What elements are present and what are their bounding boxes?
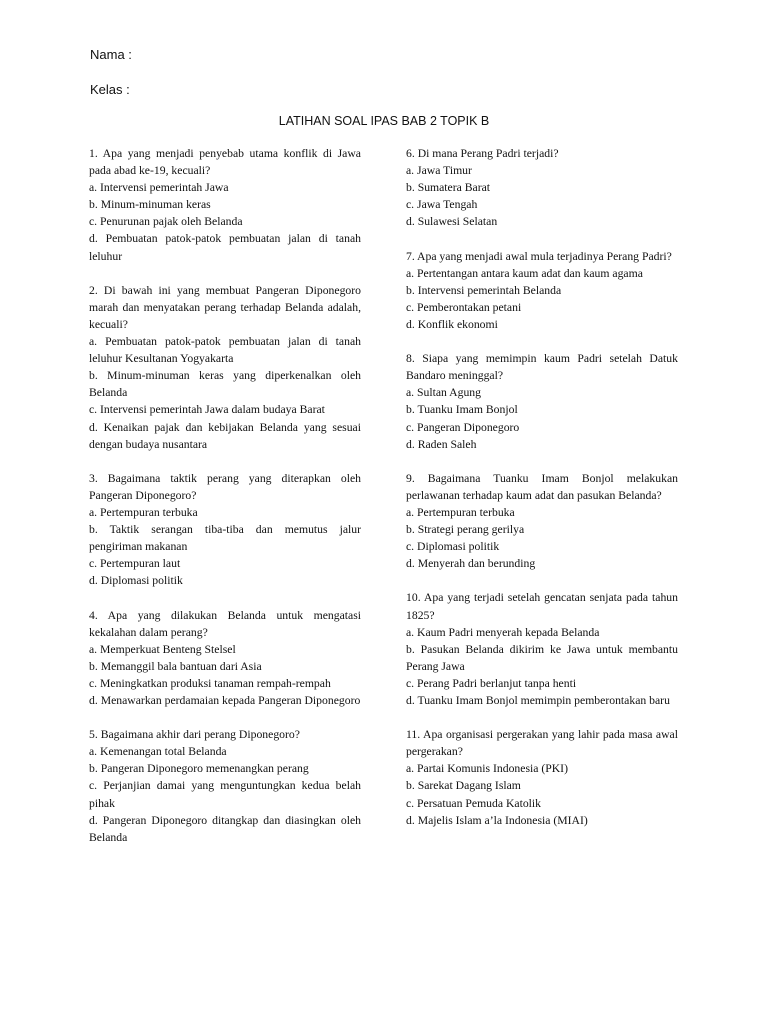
question-4 [89, 607, 361, 710]
option-c: c. Diplomasi politik [406, 540, 500, 554]
kelas-field: Kelas : [90, 82, 130, 97]
option-c: c. Pangeran Diponegoro [406, 420, 520, 434]
option-d: d. Diplomasi politik [89, 574, 183, 588]
question-text: 7. Apa yang menjadi awal mula terjadinya Perang Padri? [406, 249, 672, 263]
option-c: c. Perang Padri berlanjut tanpa henti [406, 676, 577, 690]
option-b: b. Strategi perang gerilya [406, 523, 525, 537]
option-b: b. Taktik serangan tiba-tiba dan memutus jalur pengiriman makanan [89, 523, 361, 554]
question-text: 10. Apa yang terjadi setelah gencatan senjata pada tahun 1825? [406, 591, 678, 622]
option-b: b. Tuanku Imam Bonjol [406, 403, 518, 417]
question-text: 11. Apa organisasi pergerakan yang lahir pada masa awal pergerakan? [406, 728, 678, 759]
option-d: d. Kenaikan pajak dan kebijakan Belanda yang sesuai dengan budaya nusantara [89, 420, 361, 451]
option-b: b. Sumatera Barat [406, 181, 491, 195]
question-text: 9. Bagaimana Tuanku Imam Bonjol melakukan perlawanan terhadap kaum adat dan pasukan Belanda? [406, 471, 678, 502]
option-c: c. Meningkatkan produksi tanaman rempah-rempah [89, 676, 331, 690]
option-a: a. Kaum Padri menyerah kepada Belanda [406, 625, 600, 639]
question-text: 3. Bagaimana taktik perang yang diterapkan oleh Pangeran Diponegoro? [89, 471, 361, 502]
option-c: c. Pertempuran laut [89, 557, 181, 571]
option-b: b. Pasukan Belanda dikirim ke Jawa untuk membantu Perang Jawa [406, 642, 678, 673]
option-d: d. Konflik ekonomi [406, 317, 498, 331]
option-c: c. Persatuan Pemuda Katolik [406, 796, 542, 810]
option-a: a. Memperkuat Benteng Stelsel [89, 642, 236, 656]
option-b: b. Minum-minuman keras yang diperkenalkan oleh Belanda [89, 369, 361, 400]
question-text: 4. Apa yang dilakukan Belanda untuk mengatasi kekalahan dalam perang? [89, 608, 361, 639]
option-d: d. Sulawesi Selatan [406, 215, 498, 229]
option-d: d. Pembuatan patok-patok pembuatan jalan di tanah leluhur [89, 232, 361, 263]
option-a: a. Partai Komunis Indonesia (PKI) [406, 762, 568, 776]
question-10 [406, 589, 678, 709]
question-1 [89, 145, 361, 265]
option-a: a. Pertentangan antara kaum adat dan kaum agama [406, 266, 643, 280]
option-a: a. Sultan Agung [406, 386, 481, 400]
question-text: 2. Di bawah ini yang membuat Pangeran Diponegoro marah dan menyatakan perang terhadap Belanda adalah, kecuali? [89, 283, 361, 331]
left-column [89, 145, 361, 863]
right-column [406, 145, 678, 846]
option-a: a. Pembuatan patok-patok pembuatan jalan di tanah leluhur Kesultanan Yogyakarta [89, 335, 361, 366]
option-a: a. Jawa Timur [406, 164, 472, 178]
option-c: c. Intervensi pemerintah Jawa dalam budaya Barat [89, 403, 325, 417]
question-8 [406, 350, 678, 453]
option-d: d. Majelis Islam a’la Indonesia (MIAI) [406, 813, 588, 827]
question-2 [89, 282, 361, 453]
question-text: 5. Bagaimana akhir dari perang Diponegoro? [89, 728, 300, 742]
option-d: d. Raden Saleh [406, 437, 477, 451]
option-c: c. Penurunan pajak oleh Belanda [89, 215, 243, 229]
nama-field: Nama : [90, 47, 132, 62]
question-7 [406, 248, 678, 333]
question-text: 6. Di mana Perang Padri terjadi? [406, 147, 559, 160]
option-b: b. Minum-minuman keras [89, 198, 211, 212]
option-b: b. Intervensi pemerintah Belanda [406, 283, 562, 297]
worksheet-title: LATIHAN SOAL IPAS BAB 2 TOPIK B [278, 114, 490, 128]
question-5 [89, 726, 361, 846]
question-text: 1. Apa yang menjadi penyebab utama konflik di Jawa pada abad ke-19, kecuali? [89, 147, 361, 178]
question-9 [406, 470, 678, 573]
option-d: d. Pangeran Diponegoro ditangkap dan diasingkan oleh Belanda [89, 813, 361, 844]
question-11 [406, 726, 678, 829]
question-3 [89, 470, 361, 590]
option-c: c. Perjanjian damai yang menguntungkan kedua belah pihak [89, 779, 361, 810]
option-b: b. Memanggil bala bantuan dari Asia [89, 659, 262, 673]
question-text: 8. Siapa yang memimpin kaum Padri setelah Datuk Bandaro meninggal? [406, 352, 678, 383]
option-b: b. Sarekat Dagang Islam [406, 779, 521, 793]
option-a: a. Intervensi pemerintah Jawa [89, 181, 229, 195]
option-a: a. Kemenangan total Belanda [89, 745, 227, 759]
option-a: a. Pertempuran terbuka [89, 505, 198, 519]
option-d: d. Menawarkan perdamaian kepada Pangeran Diponegoro [89, 694, 361, 707]
option-c: c. Pemberontakan petani [406, 300, 522, 314]
option-b: b. Pangeran Diponegoro memenangkan perang [89, 762, 309, 776]
option-a: a. Pertempuran terbuka [406, 505, 515, 519]
option-d: d. Menyerah dan berunding [406, 557, 536, 571]
question-6 [406, 145, 678, 230]
option-d: d. Tuanku Imam Bonjol memimpin pemberontakan baru [406, 694, 670, 707]
option-c: c. Jawa Tengah [406, 198, 478, 212]
